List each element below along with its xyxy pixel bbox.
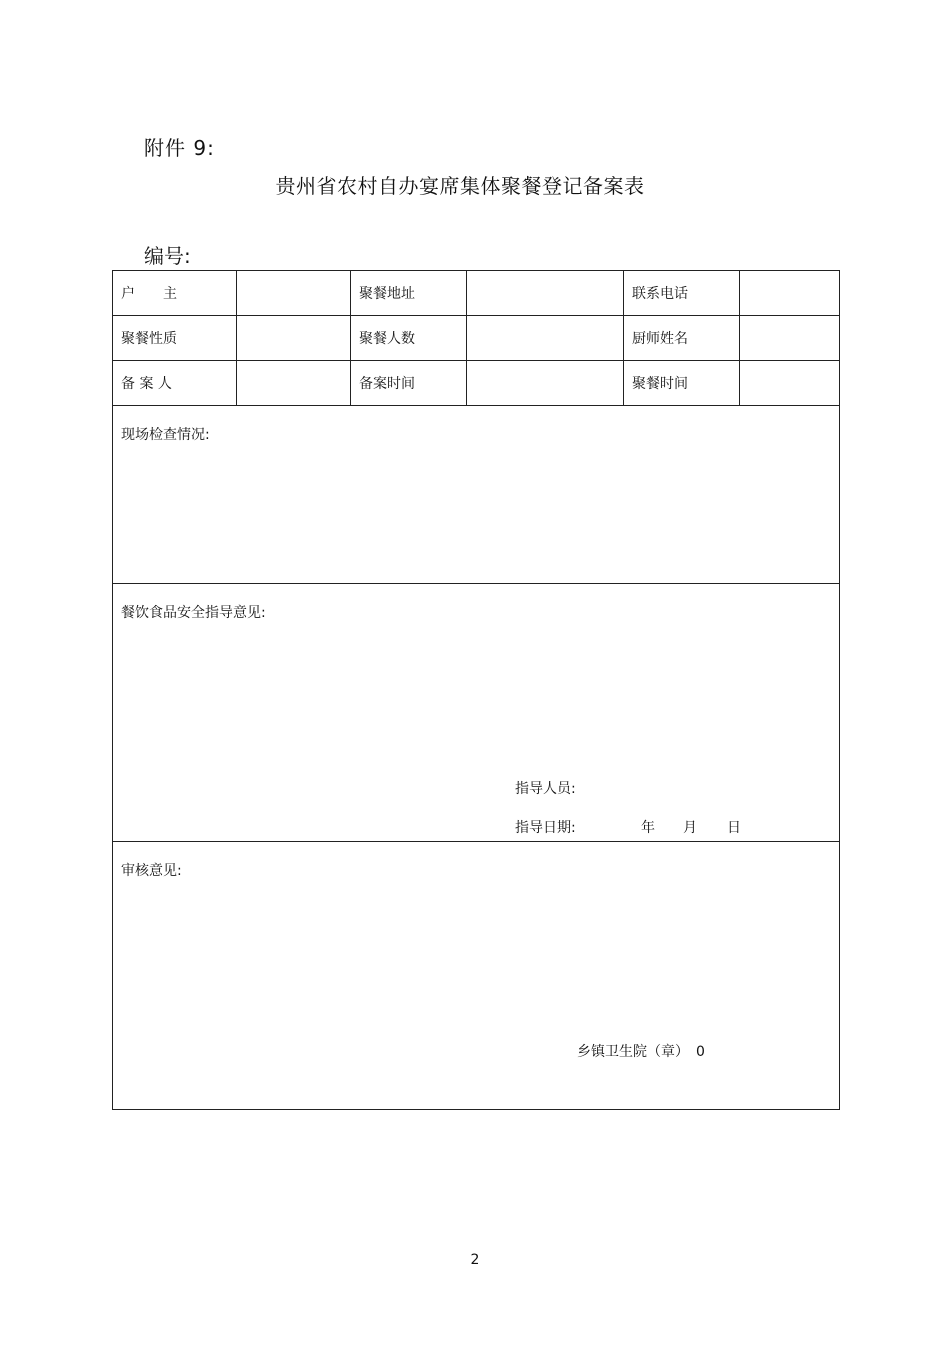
inspection-label: 现场检查情况: xyxy=(121,427,210,443)
serial-number-label: 编号: xyxy=(144,244,191,268)
table-row xyxy=(113,271,840,316)
review-cell[interactable] xyxy=(113,842,840,1110)
dining-nature-value-cell[interactable] xyxy=(237,316,351,361)
inspection-row xyxy=(113,406,840,584)
dining-time-value-cell[interactable] xyxy=(740,361,840,406)
dining-nature-label: 聚餐性质 xyxy=(113,316,237,361)
dining-address-value-cell[interactable] xyxy=(467,271,624,316)
registrant-value-cell[interactable] xyxy=(237,361,351,406)
table-row xyxy=(113,361,840,406)
registration-time-label: 备案时间 xyxy=(351,361,467,406)
page-number: 2 xyxy=(470,1252,480,1268)
contact-phone-value-cell[interactable] xyxy=(740,271,840,316)
guidance-cell[interactable] xyxy=(113,584,840,842)
registration-form-table xyxy=(112,270,840,1110)
attachment-label: 附件 9: xyxy=(144,136,215,160)
diner-count-value-cell[interactable] xyxy=(467,316,624,361)
registration-time-value-cell[interactable] xyxy=(467,361,624,406)
diner-count-label: 聚餐人数 xyxy=(351,316,467,361)
inspection-cell[interactable] xyxy=(113,406,840,584)
guidance-person-label: 指导人员: xyxy=(515,781,576,797)
guidance-month-label: 月 xyxy=(683,820,697,836)
form-title: 贵州省农村自办宴席集体聚餐登记备案表 xyxy=(275,174,645,198)
review-row xyxy=(113,842,840,1110)
guidance-day-label: 日 xyxy=(727,820,741,836)
review-label: 审核意见: xyxy=(121,863,182,879)
township-clinic-stamp-label: 乡镇卫生院（章） 0 xyxy=(577,1044,705,1060)
guidance-year-label: 年 xyxy=(641,820,655,836)
chef-name-label: 厨师姓名 xyxy=(624,316,740,361)
contact-phone-label: 联系电话 xyxy=(624,271,740,316)
guidance-label: 餐饮食品安全指导意见: xyxy=(121,605,266,621)
dining-time-label: 聚餐时间 xyxy=(624,361,740,406)
chef-name-value-cell[interactable] xyxy=(740,316,840,361)
host-label: 户 主 xyxy=(113,271,237,316)
registrant-label: 备 案 人 xyxy=(113,361,237,406)
dining-address-label: 聚餐地址 xyxy=(351,271,467,316)
host-value-cell[interactable] xyxy=(237,271,351,316)
guidance-row xyxy=(113,584,840,842)
table-row xyxy=(113,316,840,361)
guidance-date-label: 指导日期: xyxy=(515,820,576,836)
